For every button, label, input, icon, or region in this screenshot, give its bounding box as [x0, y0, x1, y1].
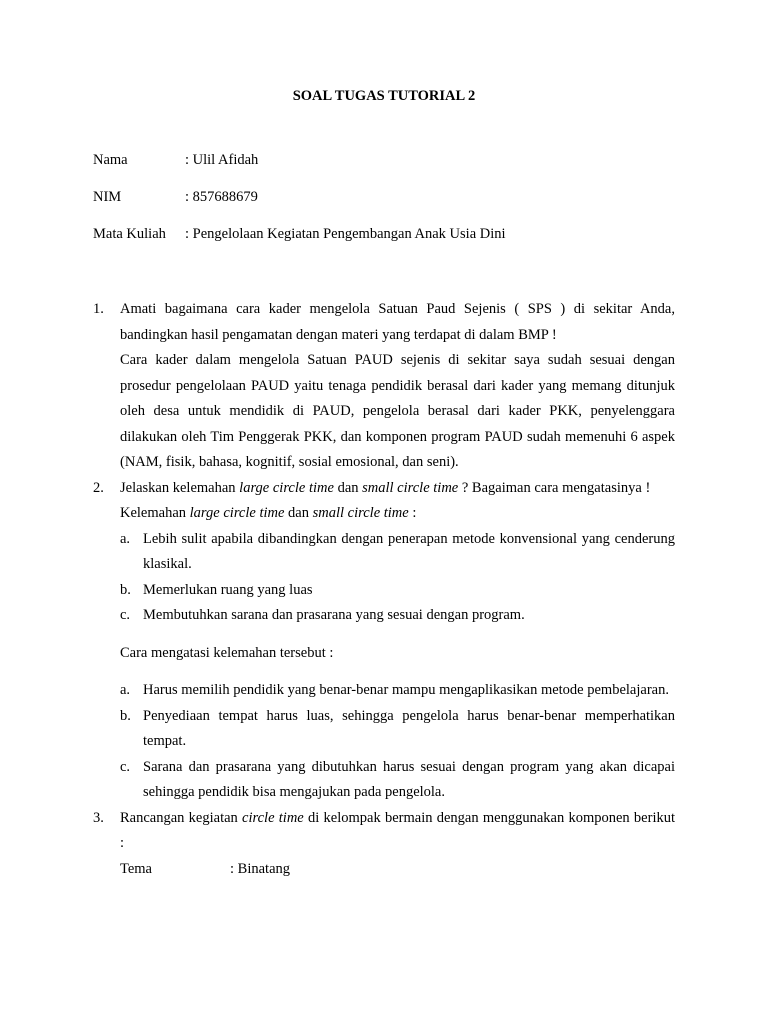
- tema-label: Tema: [120, 860, 152, 877]
- term-small-circle-time: small circle time: [362, 479, 459, 496]
- question-number: 3.: [93, 809, 104, 826]
- tema-field: [120, 857, 675, 883]
- list-marker: b.: [120, 707, 131, 724]
- list-text: Membutuhkan sarana dan prasarana yang sesuai dengan program.: [143, 607, 525, 623]
- text-segment: Jelaskan kelemahan: [120, 479, 240, 496]
- question-2: [93, 476, 675, 806]
- document-body: [93, 297, 675, 882]
- list-marker: a.: [120, 530, 131, 547]
- question-3: [93, 806, 675, 883]
- list-item: [120, 678, 675, 704]
- question-text: [120, 476, 675, 502]
- question-number: 1.: [93, 301, 104, 317]
- list-item: [120, 704, 675, 755]
- text-segment: ? Bagaiman cara mengatasinya !: [458, 479, 651, 496]
- list-text: Harus memilih pendidik yang benar-benar mampu mengaplikasikan metode pembelajaran.: [143, 682, 669, 698]
- term-large-circle-time: large circle time: [239, 479, 334, 496]
- nim-field: [93, 187, 258, 207]
- list-text: Penyediaan tempat harus luas, sehingga pengelola harus benar-benar memperhatikan tempat.: [143, 707, 675, 749]
- list-text: Memerlukan ruang yang luas: [143, 581, 313, 598]
- course-label: Mata Kuliah: [93, 226, 166, 242]
- list-marker: c.: [120, 758, 131, 775]
- answer-text: Cara kader dalam mengelola Satuan PAUD sejenis di sekitar saya sudah sesuai dengan prosedur pengelolaan PAUD yaitu tenaga pendidik berasal dari kader yang memang ditunjuk oleh desa untuk mendidik di PAUD, pengelola berasal dari kader PKK, penyelenggara dilakukan oleh Tim Penggerak PKK, dan komponen program PAUD sudah memenuhi 6 aspek (NAM, fisik, bahasa, kognitif, sosial emosional, dan seni).: [120, 352, 675, 470]
- spacer: [120, 666, 675, 678]
- term-large-circle-time: large circle time: [189, 505, 285, 521]
- list-item: [120, 603, 675, 629]
- question-text: [120, 806, 675, 857]
- text-segment: di kelompak bermain dengan menggunakan komponen berikut :: [120, 809, 676, 851]
- course-value: : Pengelolaan Kegiatan Pengembangan Anak Usia Dini: [185, 226, 506, 242]
- text-segment: dan: [333, 479, 363, 496]
- list-marker: a.: [120, 682, 131, 698]
- list-marker: b.: [120, 581, 131, 598]
- question-text: Amati bagaimana cara kader mengelola Satuan Paud Sejenis ( SPS ) di sekitar Anda, bandingkan hasil pengamatan dengan materi yang terdapat di dalam BMP !: [120, 301, 675, 343]
- weakness-heading: [120, 501, 675, 527]
- tema-value: : Binatang: [230, 860, 291, 877]
- list-item: [120, 755, 675, 806]
- text-segment: Rancangan kegiatan: [120, 809, 243, 826]
- text-segment: Kelemahan: [120, 505, 190, 521]
- list-item: [120, 578, 675, 604]
- document-title: SOAL TUGAS TUTORIAL 2: [292, 88, 476, 104]
- nim-label: NIM: [93, 189, 122, 205]
- text-segment: dan: [284, 505, 313, 521]
- term-small-circle-time: small circle time: [312, 505, 409, 521]
- question-1: [93, 297, 675, 476]
- solution-heading: Cara mengatasi kelemahan tersebut :: [120, 644, 334, 661]
- nim-value: : 857688679: [185, 189, 258, 205]
- course-field: [93, 224, 506, 244]
- list-text: Sarana dan prasarana yang dibutuhkan harus sesuai dengan program yang akan dicapai sehingga pendidik bisa mengajukan pada pengelola.: [143, 758, 675, 800]
- list-text: Lebih sulit apabila dibandingkan dengan penerapan metode konvensional yang cenderung klasikal.: [143, 530, 675, 572]
- name-label: Nama: [93, 152, 128, 168]
- name-value: : Ulil Afidah: [185, 152, 259, 168]
- question-number: 2.: [93, 479, 104, 496]
- term-circle-time: circle time: [242, 809, 304, 826]
- list-marker: c.: [120, 607, 131, 623]
- name-field: [93, 150, 258, 170]
- text-segment: :: [408, 505, 417, 521]
- spacer: [120, 629, 675, 641]
- list-item: [120, 527, 675, 578]
